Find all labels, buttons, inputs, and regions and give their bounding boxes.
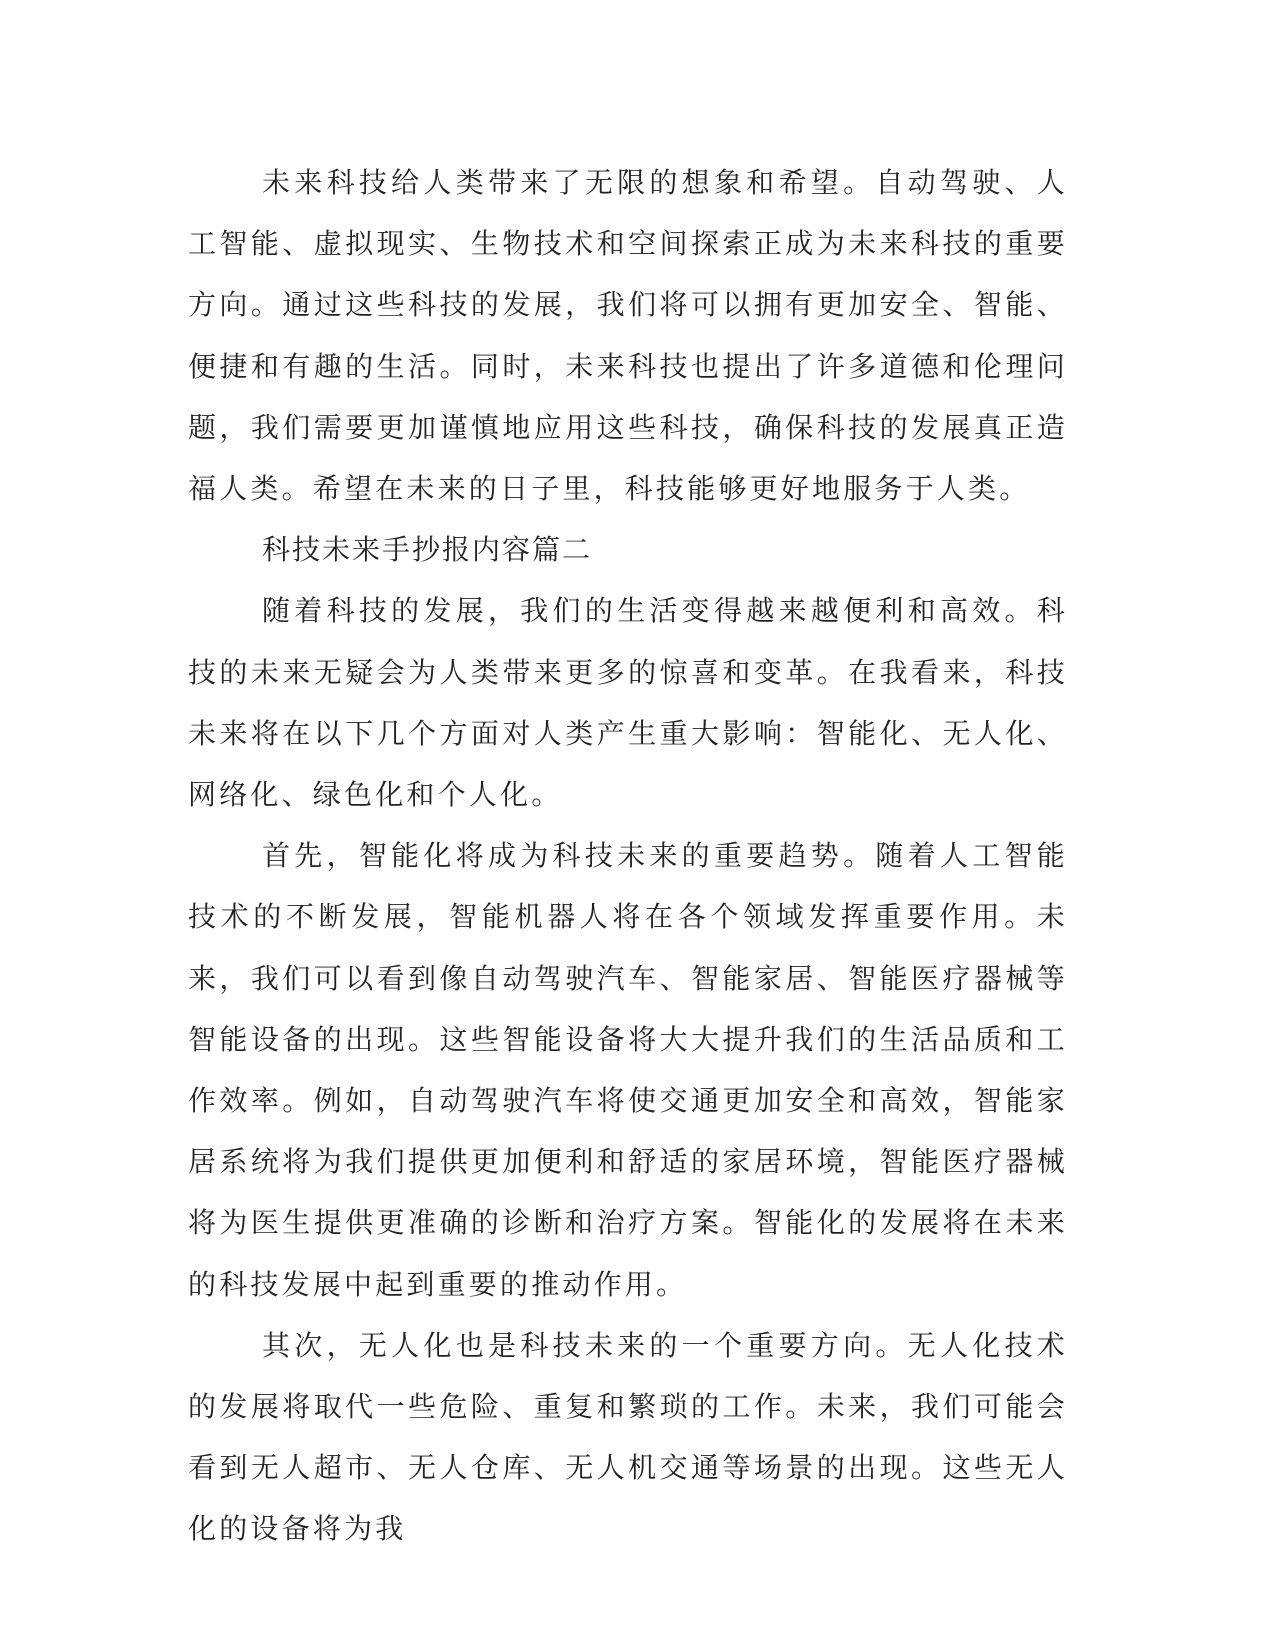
section-heading: 科技未来手抄报内容篇二 [262,533,593,567]
document-page [188,152,1068,1560]
paragraph-intelligence: 首先，智能化将成为科技未来的重要趋势。随着人工智能技术的不断发展，智能机器人将在各个领域发挥重要作用。未来，我们可以看到像自动驾驶汽车、智能家居、智能医疗器械等智能设备的出现。这些智能设备将大大提升我们的生活品质和工作效率。例如，自动驾驶汽车将使交通更加安全和高效，智能家居系统将为我们提供更加便利和舒适的家居环境，智能医疗器械将为医生提供更准确的诊断和治疗方案。智能化的发展将在未来的科技发展中起到重要的推动作用。 [188,839,1068,1301]
paragraph-unmanned: 其次，无人化也是科技未来的一个重要方向。无人化技术的发展将取代一些危险、重复和繁琐的工作。未来，我们可能会看到无人超市、无人仓库、无人机交通等场景的出现。这些无人化的设备将为我 [188,1328,1068,1546]
paragraph-intro: 未来科技给人类带来了无限的想象和希望。自动驾驶、人工智能、虚拟现实、生物技术和空间探索正成为未来科技的重要方向。通过这些科技的发展，我们将可以拥有更加安全、智能、便捷和有趣的生活。同时，未来科技也提出了许多道德和伦理问题，我们需要更加谨慎地应用这些科技，确保科技的发展真正造福人类。希望在未来的日子里，科技能够更好地服务于人类。 [188,166,1068,506]
paragraph-overview: 随着科技的发展，我们的生活变得越来越便利和高效。科技的未来无疑会为人类带来更多的惊喜和变革。在我看来，科技未来将在以下几个方面对人类产生重大影响：智能化、无人化、网络化、绿色化和个人化。 [188,594,1068,812]
